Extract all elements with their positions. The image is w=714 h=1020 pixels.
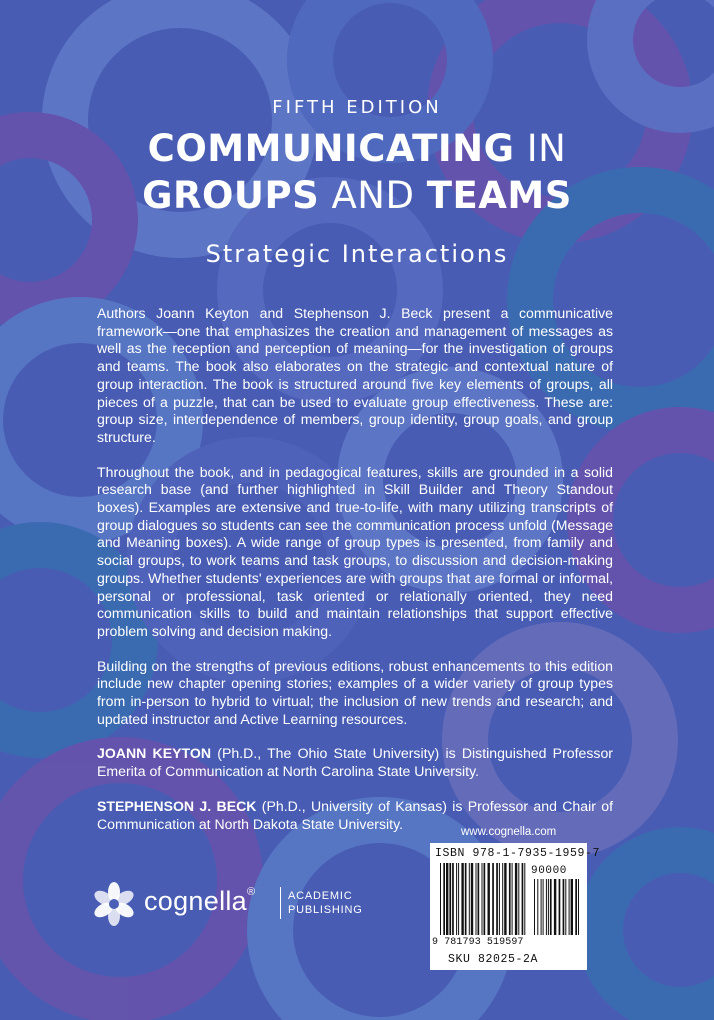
title-word-groups: GROUPS bbox=[142, 174, 320, 217]
edition-label: FIFTH EDITION bbox=[272, 97, 442, 118]
imprint-line-1: ACADEMIC bbox=[288, 890, 353, 902]
title-line-1 bbox=[0, 125, 714, 172]
publisher-logo bbox=[90, 880, 390, 930]
book-title bbox=[0, 125, 714, 219]
publisher-url: www.cognella.com bbox=[461, 826, 557, 838]
book-subtitle: Strategic Interactions bbox=[205, 240, 509, 268]
publisher-name: cognella® bbox=[144, 886, 256, 916]
barcode-number: 9 781793 519597 bbox=[432, 937, 524, 948]
barcode-addon-number: 90000 bbox=[531, 865, 568, 877]
author-name: STEPHENSON J. BECK bbox=[97, 797, 257, 814]
logo-divider bbox=[280, 887, 281, 919]
publisher-imprint bbox=[288, 889, 363, 917]
description-paragraph-1: Authors Joann Keyton and Stephenson J. Beck present a communicative framework—one that emphasizes the creation and management of messages as well as the reception and perception of meaning—for the investigation of groups and teams. The book also elaborates on the strategic and contextual nature of group interaction. The book is structured around five key elements of groups, all pieces of a puzzle, that can be used to evaluate group effectiveness. These are: group size, interdependence of members, group identity, group goals, and group structure. bbox=[97, 305, 613, 445]
author-bio-keyton bbox=[97, 745, 613, 780]
flower-logo-icon bbox=[90, 880, 138, 928]
description-block bbox=[97, 305, 613, 850]
author-bio: (Ph.D., The Ohio State University) is Distinguished Professor Emerita of Communication at North Carolina State University. bbox=[97, 745, 613, 780]
sku-label: SKU 82025-2A bbox=[448, 953, 539, 966]
title-line-2 bbox=[0, 172, 714, 219]
description-paragraph-3: Building on the strengths of previous editions, robust enhancements to this edition include new chapter opening stories; examples of a wider variety of group types from in-person to hybrid to virtual; the inclusion of new trends and research; and updated instructor and Active Learning resources. bbox=[97, 657, 613, 727]
isbn-label: ISBN 978-1-7935-1959-7 bbox=[435, 847, 601, 860]
description-paragraph-2: Throughout the book, and in pedagogical features, skills are grounded in a solid research base (and further highlighted in Skill Builder and Theory Standout boxes). Examples are extensive and true-to-life, with many utilizing transcripts of group dialogues so students can see the communication process unfold (Message and Meaning boxes). A wide range of group types is presented, from family and social groups, to work teams and task groups, to discussion and decision-making groups. Whether students' experiences are with groups that are formal or informal, personal or professional, task oriented or relationally oriented, they need communication skills to build and maintain relationships that support effective problem solving and decision making. bbox=[97, 463, 613, 639]
title-word-in: IN bbox=[526, 127, 567, 170]
imprint-line-2: PUBLISHING bbox=[288, 904, 363, 916]
trademark-symbol: ® bbox=[246, 886, 256, 898]
author-bio: (Ph.D., University of Kansas) is Professor and Chair of Communication at North Dakota State University. bbox=[97, 797, 613, 832]
isbn-barcode bbox=[430, 843, 601, 970]
barcode-bars bbox=[430, 843, 587, 970]
title-word-and: AND bbox=[331, 174, 415, 217]
title-word-teams: TEAMS bbox=[426, 174, 572, 217]
author-name: JOANN KEYTON bbox=[97, 745, 212, 762]
title-word-communicating: COMMUNICATING bbox=[147, 127, 515, 170]
